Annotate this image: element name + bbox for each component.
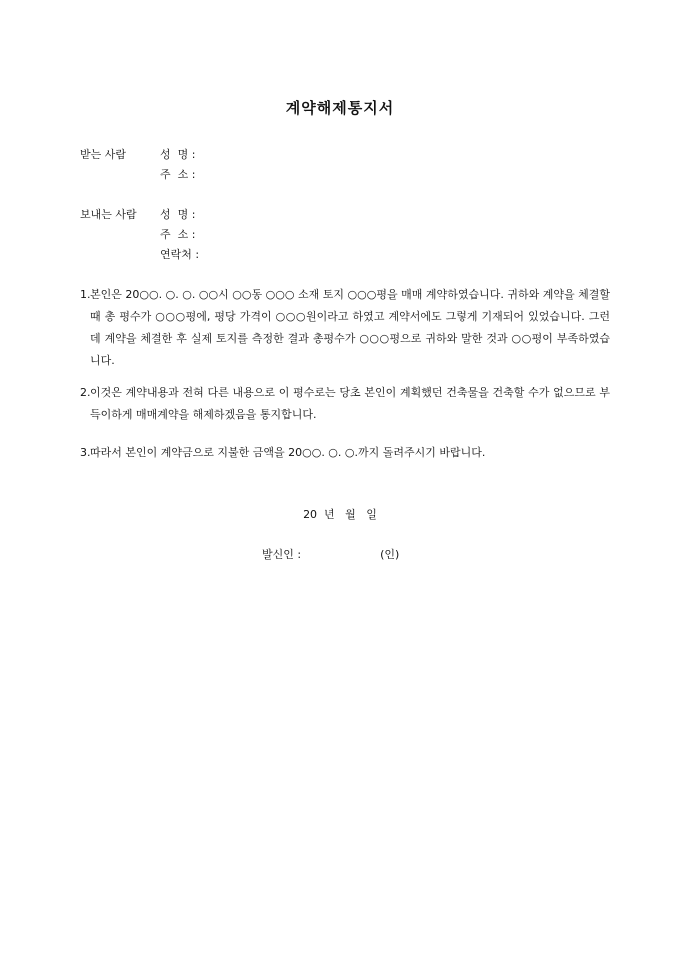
recipient-heading: 받는 사람: [80, 148, 127, 161]
paragraph-3: [80, 442, 610, 464]
sender-contact-label: 연락처 :: [160, 248, 200, 261]
recipient-name-label: 성 명 :: [160, 148, 196, 161]
paragraph-2: [80, 382, 610, 426]
paragraph-text: 이것은 계약내용과 전혀 다른 내용으로 이 평수로는 당초 본인이 계획했던 건축물을 건축할 수가 없으므로 부득이하게 매매계약을 해제하겠음을 통지합니다.: [90, 386, 610, 421]
document-title: 계약해제통지서: [285, 99, 395, 117]
paragraph-1: [80, 284, 610, 372]
recipient-address-label: 주 소 :: [160, 168, 196, 181]
paragraph-number: 1.: [80, 288, 91, 301]
paragraph-number: 3.: [80, 446, 91, 459]
paragraph-number: 2.: [80, 386, 91, 399]
seal-mark: (인): [380, 548, 400, 561]
date-line: 20 년 월 일: [303, 508, 377, 521]
signature-line: [262, 546, 399, 562]
sender-signature-label: 발신인 :: [262, 548, 302, 561]
sender-address-label: 주 소 :: [160, 228, 196, 241]
sender-name-label: 성 명 :: [160, 208, 196, 221]
paragraph-text: 본인은 20○○. ○. ○. ○○시 ○○동 ○○○ 소재 토지 ○○○평을 매매 계약하였습니다. 귀하와 계약을 체결할 때 총 평수가 ○○○평에, 평당 가격이 ○○○원이라고 하였고 계약서에도 그렇게 기재되어 있었습니다. 그런데 계약을 체결한 후 실제 토지를 측정한 결과 총평수가 ○○○평으로 귀하와 말한 것과 ○○평이 부족하였습니다.: [90, 288, 610, 367]
sender-heading: 보내는 사람: [80, 208, 137, 221]
paragraph-text: 따라서 본인이 계약금으로 지불한 금액을 20○○. ○. ○.까지 돌려주시기 바랍니다.: [90, 446, 486, 459]
